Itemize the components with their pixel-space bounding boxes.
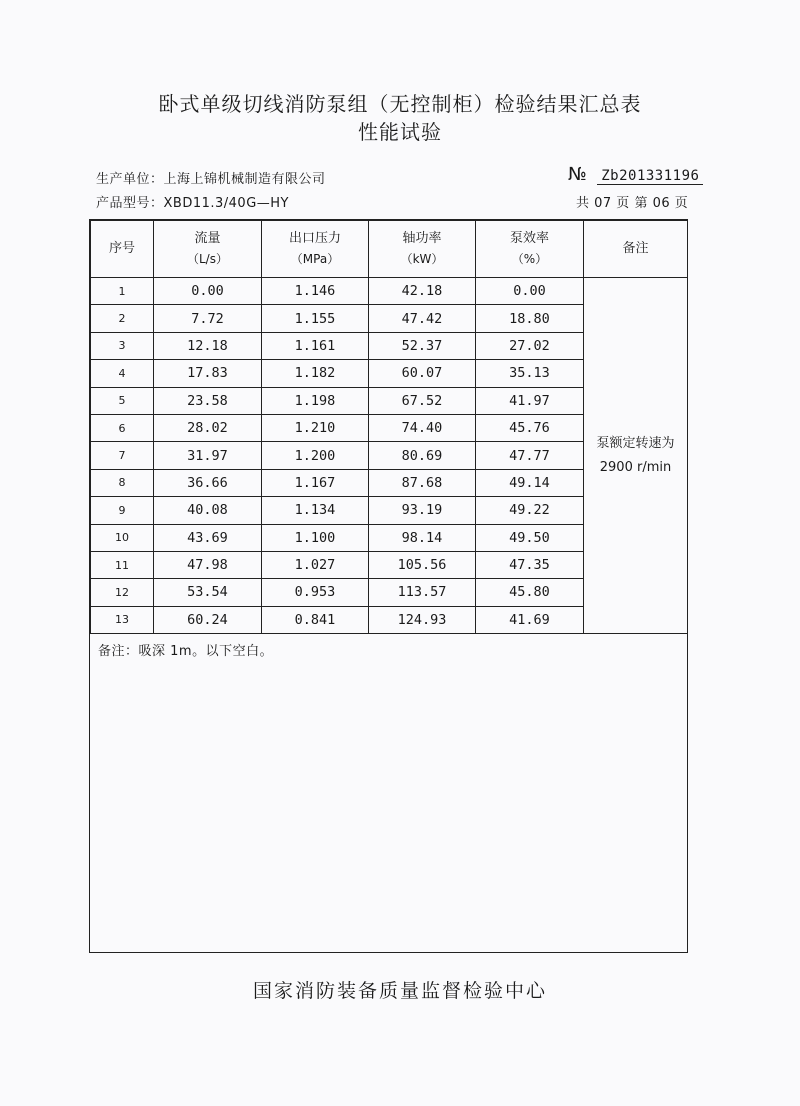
cell-index: 4 — [91, 360, 154, 387]
cell-efficiency: 49.14 — [476, 469, 584, 496]
cell-flow: 40.08 — [154, 497, 262, 524]
cell-index: 3 — [91, 332, 154, 359]
issuer-footer: 国家消防装备质量监督检验中心 — [252, 980, 547, 1002]
model-line: 产品型号：XBD11.3/40G—HY — [96, 196, 289, 211]
col-header-efficiency: 泵效率 （%） — [476, 221, 584, 278]
cell-efficiency: 47.35 — [476, 551, 584, 578]
cell-flow: 43.69 — [154, 524, 262, 551]
cell-index: 6 — [91, 414, 154, 441]
cell-pressure: 1.100 — [262, 524, 369, 551]
col-header-flow: 流量 （L/s） — [154, 221, 262, 278]
cell-power: 67.52 — [369, 387, 476, 414]
cell-power: 52.37 — [369, 332, 476, 359]
page-info: 共 07 页 第 06 页 — [576, 196, 689, 211]
cell-pressure: 1.167 — [262, 469, 369, 496]
cell-flow: 12.18 — [154, 332, 262, 359]
cell-index: 7 — [91, 442, 154, 469]
remark-line: 2900 r/min — [599, 459, 672, 475]
cell-pressure: 1.200 — [262, 442, 369, 469]
cell-flow: 36.66 — [154, 469, 262, 496]
cell-flow: 47.98 — [154, 551, 262, 578]
cell-power: 124.93 — [369, 606, 476, 633]
col-header-power: 轴功率 （kW） — [369, 221, 476, 278]
cell-index: 12 — [91, 579, 154, 606]
cell-efficiency: 45.76 — [476, 414, 584, 441]
cell-pressure: 0.841 — [262, 606, 369, 633]
cell-efficiency: 47.77 — [476, 442, 584, 469]
cell-flow: 31.97 — [154, 442, 262, 469]
cell-flow: 17.83 — [154, 360, 262, 387]
remark-cell — [584, 278, 688, 634]
cell-efficiency: 18.80 — [476, 305, 584, 332]
cell-pressure: 1.027 — [262, 551, 369, 578]
cell-power: 113.57 — [369, 579, 476, 606]
cell-flow: 53.54 — [154, 579, 262, 606]
cell-index: 2 — [91, 305, 154, 332]
table-row — [91, 278, 688, 305]
results-frame — [89, 219, 688, 953]
table-header-row — [91, 221, 688, 278]
cell-power: 60.07 — [369, 360, 476, 387]
cell-pressure: 1.155 — [262, 305, 369, 332]
cell-flow: 60.24 — [154, 606, 262, 633]
cell-index: 9 — [91, 497, 154, 524]
cell-power: 87.68 — [369, 469, 476, 496]
cell-index: 1 — [91, 278, 154, 305]
cell-index: 11 — [91, 551, 154, 578]
col-header-pressure: 出口压力 （MPa） — [262, 221, 369, 278]
cell-index: 13 — [91, 606, 154, 633]
col-header-index: 序号 — [91, 221, 154, 278]
cell-pressure: 1.182 — [262, 360, 369, 387]
cell-power: 47.42 — [369, 305, 476, 332]
cell-pressure: 1.161 — [262, 332, 369, 359]
cell-flow: 28.02 — [154, 414, 262, 441]
report-number — [568, 164, 703, 185]
cell-power: 42.18 — [369, 278, 476, 305]
performance-table — [90, 220, 688, 634]
cell-efficiency: 35.13 — [476, 360, 584, 387]
cell-power: 105.56 — [369, 551, 476, 578]
cell-flow: 23.58 — [154, 387, 262, 414]
report-number-value: Zb201331196 — [597, 168, 703, 185]
cell-index: 10 — [91, 524, 154, 551]
cell-pressure: 1.134 — [262, 497, 369, 524]
remark-line: 泵额定转速为 — [596, 435, 675, 451]
cell-index: 8 — [91, 469, 154, 496]
numero-sign: № — [568, 164, 588, 185]
cell-pressure: 1.210 — [262, 414, 369, 441]
cell-power: 74.40 — [369, 414, 476, 441]
cell-power: 93.19 — [369, 497, 476, 524]
document-title: 卧式单级切线消防泵组（无控制柜）检验结果汇总表 — [158, 92, 642, 116]
cell-power: 98.14 — [369, 524, 476, 551]
cell-flow: 7.72 — [154, 305, 262, 332]
document-subtitle: 性能试验 — [358, 120, 442, 144]
col-header-remark: 备注 — [584, 221, 688, 278]
cell-efficiency: 0.00 — [476, 278, 584, 305]
cell-pressure: 1.198 — [262, 387, 369, 414]
cell-efficiency: 49.22 — [476, 497, 584, 524]
cell-efficiency: 41.69 — [476, 606, 584, 633]
cell-pressure: 0.953 — [262, 579, 369, 606]
producer-line: 生产单位：上海上锦机械制造有限公司 — [96, 172, 326, 187]
cell-flow: 0.00 — [154, 278, 262, 305]
cell-efficiency: 45.80 — [476, 579, 584, 606]
cell-efficiency: 27.02 — [476, 332, 584, 359]
cell-efficiency: 41.97 — [476, 387, 584, 414]
cell-efficiency: 49.50 — [476, 524, 584, 551]
cell-index: 5 — [91, 387, 154, 414]
cell-pressure: 1.146 — [262, 278, 369, 305]
cell-power: 80.69 — [369, 442, 476, 469]
table-note: 备注：吸深 1m。以下空白。 — [98, 644, 274, 659]
